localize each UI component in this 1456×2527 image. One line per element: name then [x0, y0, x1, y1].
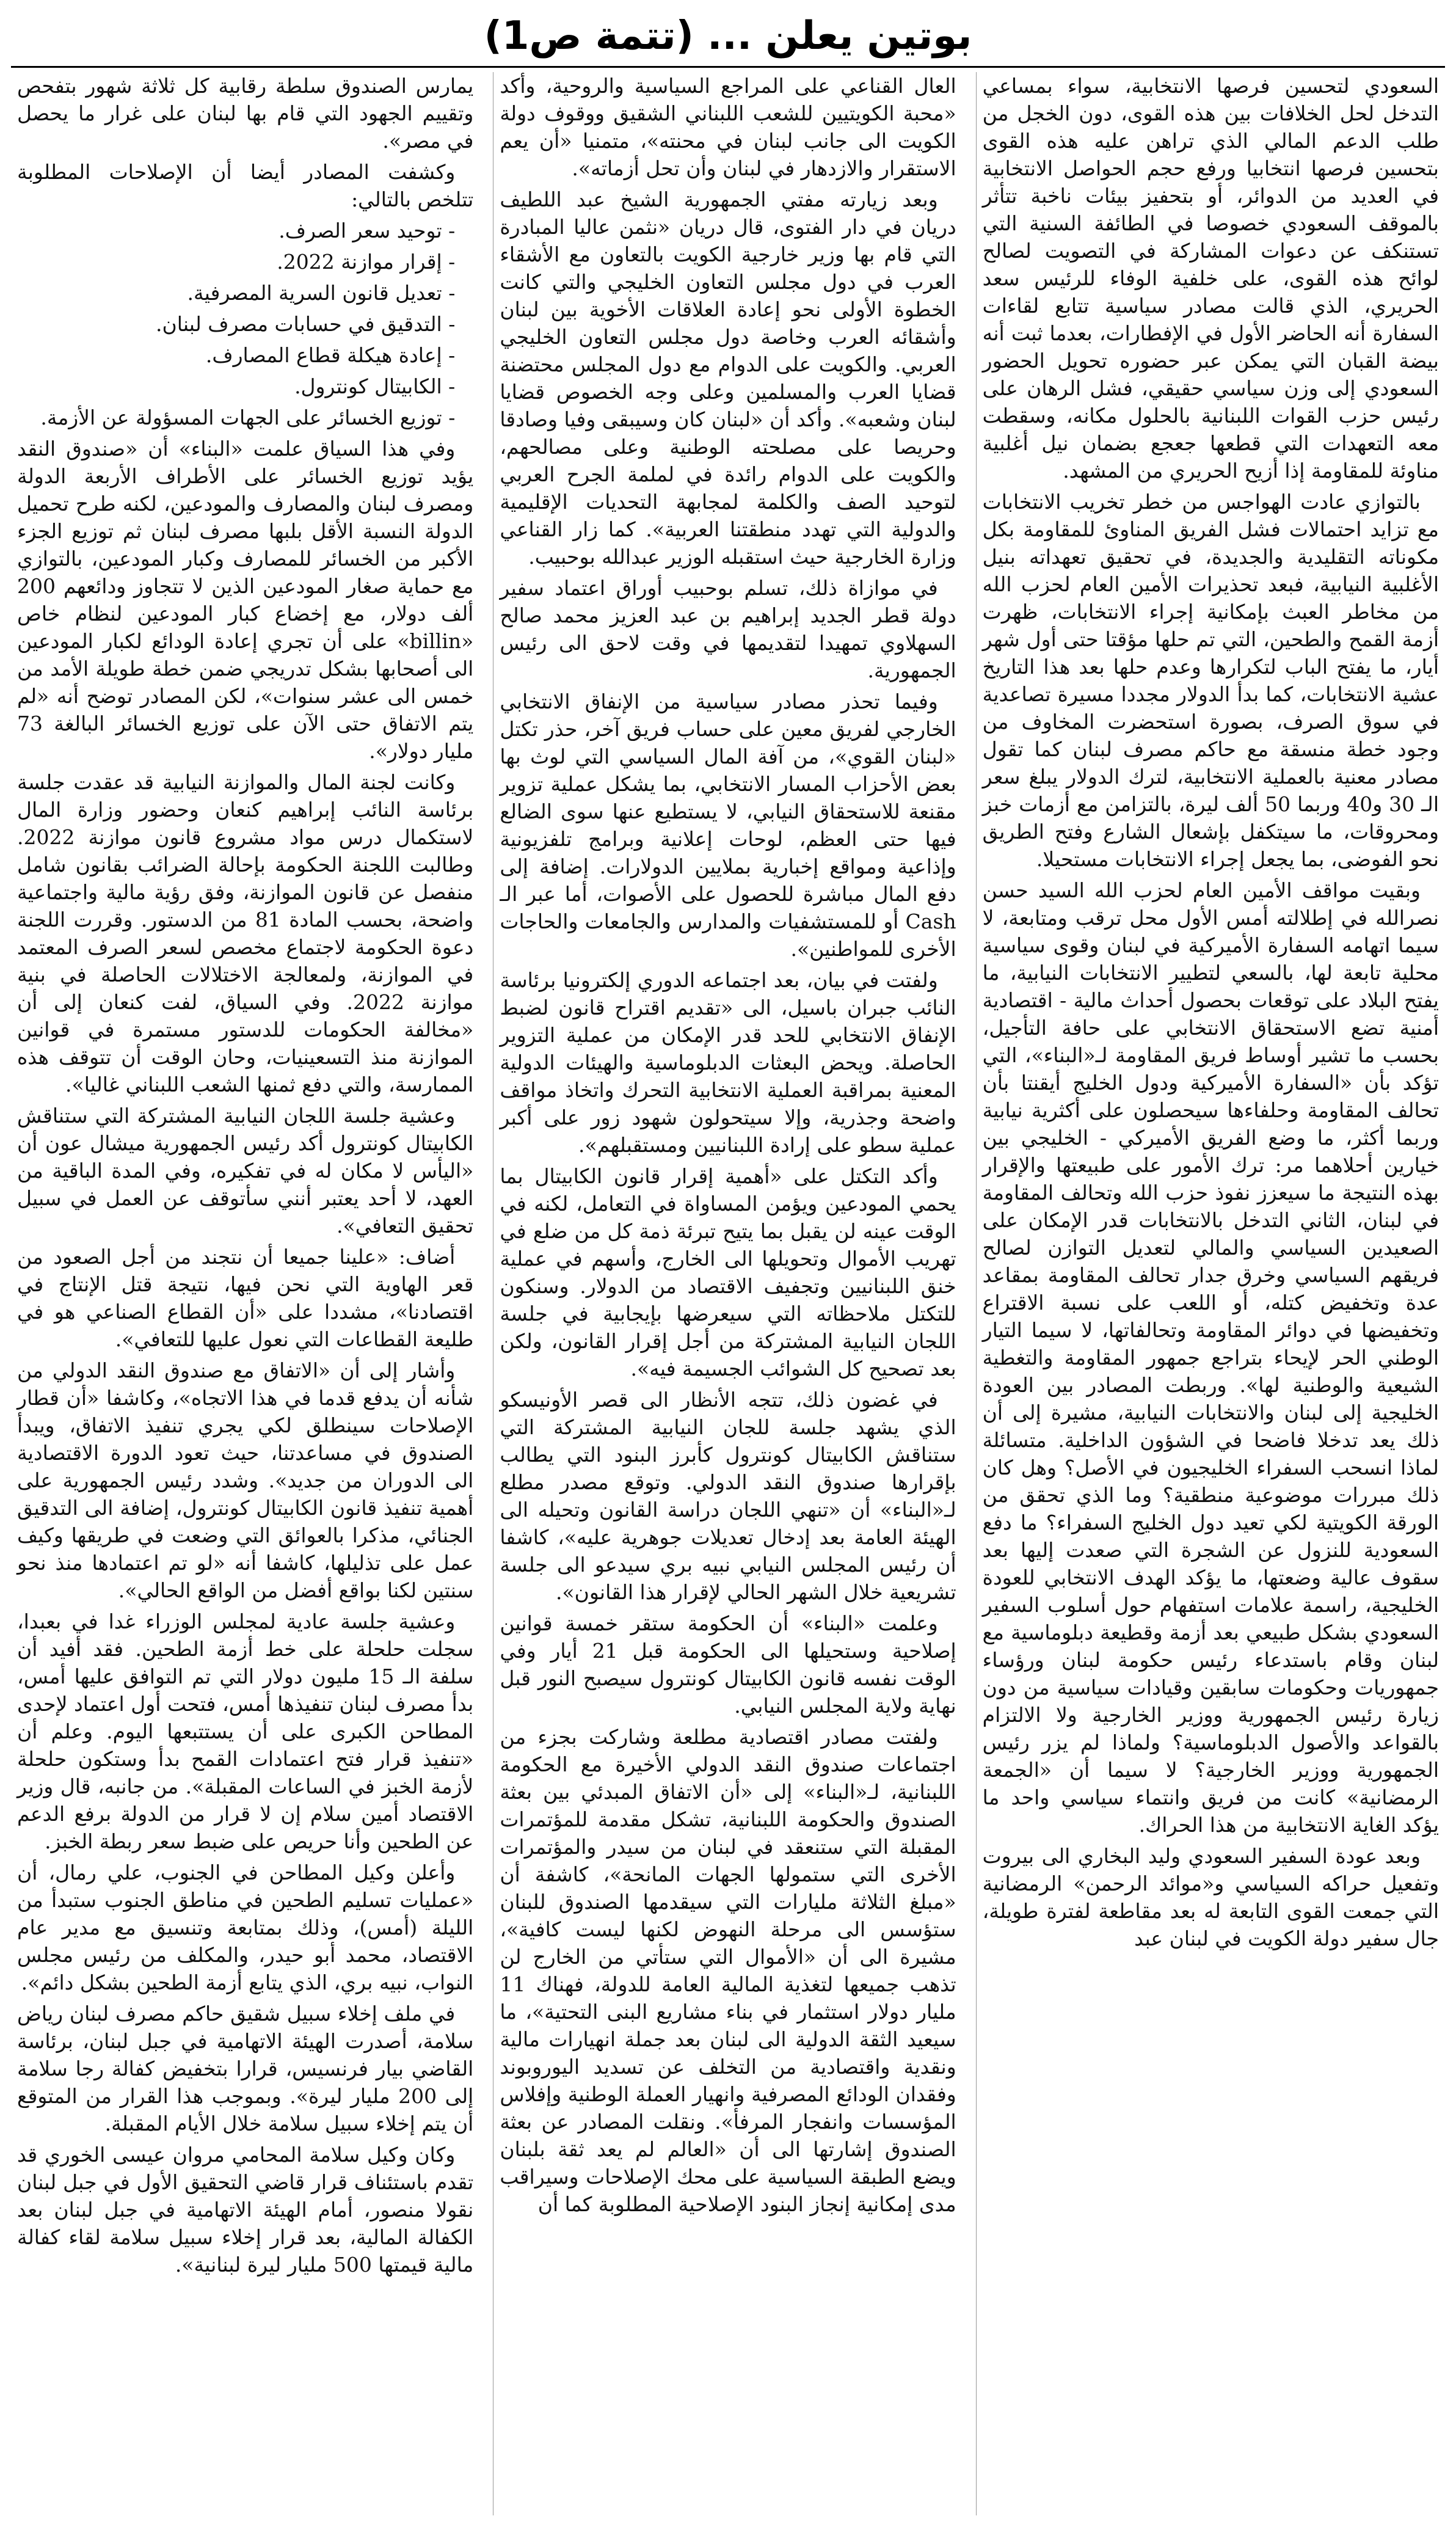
article-paragraph: السعودي لتحسين فرصها الانتخابية، سواء بمساعي التدخل لحل الخلافات بين هذه القوى، دون الخجل من طلب الدعم المالي الذي تراهن عليه هذه القوى بتحسين فرصها انتخابيا ورفع حجم الحواصل الانتخابية في العديد من الدوائر، أو بتحفيز بيئات ناخبة تتأثر بالموقف السعودي خصوصا في الطائفة السنية التي تستنكف عن دعوات المشاركة في التصويت لصالح لوائح هذه القوى، على خلفية الوفاء للرئيس سعد الحريري، الذي قالت مصادر سياسية تتابع لقاءات السفارة أنه الحاضر الأول في الإفطارات، بعدما ثبت أنه بيضة القبان التي يمكن عبر حضوره تحويل الحضور السعودي إلى وزن سياسي حقيقي، فشل الرهان على رئيس حزب القوات اللبنانية بالحلول مكانه، وسقطت معه التعهدات التي قطعها جعجع بضمان نيل أغلبية مناوئة للمقاومة إذا أزيح الحريري من المشهد.: [982, 74, 1439, 483]
article-paragraph: في موازاة ذلك، تسلم بوحبيب أوراق اعتماد سفير دولة قطر الجديد إبراهيم بن عبد العزيز محمد صالح السهلاوي تمهيدا لتقديمها في وقت لاحق الى رئيس الجمهورية.: [500, 576, 956, 682]
column-middle: [493, 72, 962, 2515]
article-paragraph: بالتوازي عادت الهواجس من خطر تخريب الانتخابات مع تزايد احتمالات فشل الفريق المناوئ للمقاومة بكل مكوناته التقليدية والجديدة، في تحقيق تعهداته بنيل الأغلبية النيابية، فبعد تحذيرات الأمين العام لحزب الله من مخاطر العبث بإمكانية إجراء الانتخابات، ظهرت أزمة القمح والطحين، التي تم حلها مؤقتا حتى أول شهر أيار، ما يفتح الباب لتكرارها وعدم حلها بعد هذا التاريخ عشية الانتخابات، كما بدأ الدولار مجددا مسيرة تصاعدية في سوق الصرف، بصورة استحضرت المخاوف من وجود خطة منسقة مع حاكم مصرف لبنان كما تقول مصادر معنية بالعملية الانتخابية، لترك الدولار يبلغ سعر الـ 30 و40 وربما 50 ألف ليرة، بالتزامن مع أزمات خبز ومحروقات، ما سيتكفل بإشعال الشارع وفتح الطريق نحو الفوضى، بما يجعل إجراء الانتخابات مستحيلا.: [982, 490, 1439, 871]
article-paragraph: وعشية جلسة اللجان النيابية المشتركة التي ستناقش الكابيتال كونترول أكد رئيس الجمهورية ميشال عون أن «اليأس لا مكان له في تفكيره، وفي المدة الباقية من العهد، لا أحد يعتبر أنني سأتوقف عن العمل في سبيل تحقيق التعافي».: [17, 1104, 474, 1238]
article-paragraph: وكانت لجنة المال والموازنة النيابية قد عقدت جلسة برئاسة النائب إبراهيم كنعان وحضور وزارة المال لاستكمال درس مواد مشروع قانون موازنة 2022. وطالبت اللجنة الحكومة بإحالة الضرائب بقانون شامل منفصل عن قانون الموازنة، وفق رؤية مالية واجتماعية واضحة، بحسب المادة 81 من الدستور. وقررت اللجنة دعوة الحكومة لاجتماع مخصص لسعر الصرف المعتمد في الموازنة، ولمعالجة الاختلالات الحاصلة في بنية موازنة 2022. وفي السياق، لفت كنعان إلى أن «مخالفة الحكومات للدستور مستمرة في قوانين الموازنة منذ التسعينيات، وحان الوقت أن تتوقف هذه الممارسة، والتي دفع ثمنها الشعب اللبناني غاليا».: [17, 770, 474, 1096]
column-left: [11, 72, 479, 2515]
article-paragraph: في ملف إخلاء سبيل شقيق حاكم مصرف لبنان رياض سلامة، أصدرت الهيئة الاتهامية في جبل لبنان، برئاسة القاضي بيار فرنسيس، قرارا بتخفيض كفالة رجا سلامة إلى 200 مليار ليرة». وبموجب هذا القرار من المتوقع أن يتم إخلاء سبيل سلامة خلال الأيام المقبلة.: [17, 2002, 474, 2135]
article-paragraph: - توحيد سعر الصرف.: [278, 219, 456, 242]
article-paragraph: في غضون ذلك، تتجه الأنظار الى قصر الأونيسكو الذي يشهد جلسة للجان النيابية المشتركة التي ستناقش الكابيتال كونترول كأبرز البنود التي يطالب بإقرارها صندوق النقد الدولي. وتوقع مصدر مطلع لـ«البناء» أن «تنهي اللجان دراسة القانون وتحيله الى الهيئة العامة بعد إدخال تعديلات جوهرية عليه»، كاشفا أن رئيس المجلس النيابي نبيه بري سيدعو الى جلسة تشريعية خلال الشهر الحالي لإقرار هذا القانون».: [500, 1388, 956, 1604]
article-paragraph: وفيما تحذر مصادر سياسية من الإنفاق الانتخابي الخارجي لفريق معين على حساب فريق آخر، حذر تكتل «لبنان القوي»، من آفة المال السياسي التي لوث بها بعض الأحزاب المسار الانتخابي، بما يشكل عملية تزوير مقنعة للاستحقاق النيابي، لا يستطيع عنها سوى الضالع فيها حتى العظم، لوحات إعلانية وبرامج تلفزيونية وإذاعية ومواقع إخبارية بملايين الدولارات. إضافة إلى دفع المال مباشرة للحصول على الأصوات، أما عبر الـ Cash أو للمستشفيات والمدارس والجامعات والحاجات الأخرى للمواطنين».: [500, 690, 956, 961]
article-paragraph: - إقرار موازنة 2022.: [277, 250, 456, 274]
article-paragraph: وكشفت المصادر أيضا أن الإصلاحات المطلوبة تتلخص بالتالي:: [17, 160, 474, 211]
article-paragraph: - توزيع الخسائر على الجهات المسؤولة عن الأزمة.: [40, 406, 456, 429]
article-paragraph: - الكابيتال كونترول.: [294, 374, 456, 398]
article-paragraph: وعلمت «البناء» أن الحكومة ستقر خمسة قوانين إصلاحية وستحيلها الى الحكومة قبل 21 أيار وفي الوقت نفسه قانون الكابيتال كونترول سيصبح النور قبل نهاية ولاية المجلس النيابي.: [500, 1611, 956, 1718]
article-paragraph: وكان وكيل سلامة المحامي مروان عيسى الخوري قد تقدم باستئناف قرار قاضي التحقيق الأول في جبل لبنان نقولا منصور، أمام الهيئة الاتهامية في جبل لبنان بعد الكفالة المالية، بعد قرار إخلاء سبيل سلامة لقاء كفالة مالية قيمتها 500 مليار ليرة لبنانية».: [17, 2143, 474, 2277]
article-paragraph: وأكد التكتل على «أهمية إقرار قانون الكابيتال بما يحمي المودعين ويؤمن المساواة في التعامل، لكنه في الوقت عينه لن يقبل بما يتيح تبرئة ذمة كل من ضلع في تهريب الأموال وتحويلها الى الخارج، وأسهم في عملية خنق اللبنانيين وتجفيف الاقتصاد من الدولار. وسنكون للتكتل ملاحظاته التي سيعرضها بإيجابية في جلسة اللجان النيابية المشتركة من أجل إقرار القانون، ولكن بعد تصحيح كل الشوائب الجسيمة فيه».: [500, 1164, 956, 1380]
article-paragraph: وبقيت مواقف الأمين العام لحزب الله السيد حسن نصرالله في إطلالته أمس الأول محل ترقب ومتابعة، لا سيما اتهامه السفارة الأميركية في لبنان وقوى سياسية محلية تابعة لها، بالسعي لتطيير الانتخابات النيابية، ما يفتح البلاد على توقعات بحصول أحداث مالية - اقتصادية أمنية تضع الاستحقاق الانتخابي على حافة التأجيل، بحسب ما تشير أوساط فريق المقاومة لـ«البناء»، التي تؤكد بأن «السفارة الأميركية ودول الخليج أيقنتا بأن تحالف المقاومة وحلفاءها سيحصلون على أكثرية نيابية وربما أكثر، ما وضع الفريق الأميركي - الخليجي بين خيارين أحلاهما مر: ترك الأمور على طبيعتها والإقرار بهذه النتيجة ما سيعزز نفوذ حزب الله وتحالف المقاومة في لبنان، الثاني التدخل بالانتخابات قدر الإمكان على الصعيدين السياسي والمالي لتعديل التوازن لصالح فريقهم السياسي وخرق جدار تحالف المقاومة بمقاعد عدة وتخفيض كتله، أو اللعب على نسبة الاقتراع وتخفيضها في دوائر المقاومة وتحالفاتها، لا سيما التيار الوطني الحر لإيحاء بتراجع جمهور المقاومة والتغطية الشيعية والوطنية لها». وربطت المصادر بين العودة الخليجية إلى لبنان والانتخابات النيابية، مشيرة إلى أن ذلك يعد تدخلا فاضحا في الشؤون الداخلية. متسائلة لماذا انسحب السفراء الخليجيون في الأصل؟ وهل كان ذلك مبررات موضوعية منطقية؟ وما الذي تحقق من الورقة الكويتية لكي تعيد دول الخليج السفراء؟ ما دفع السعودية للنزول عن الشجرة التي صعدت إليها بعد سقوف عالية وضعتها، ما يؤكد الهدف الانتخابي للعودة الخليجية، راسمة علامات استفهام حول أسلوب السفير السعودي بشكل طبيعي بعد أزمة وقطيعة دبلوماسية مع لبنان وقام باستدعاء رئيس حكومة لبنان ورؤساء جمهوريات وحكومات سابقين وقيادات سياسية من دون زيارة رئيس الجمهورية ووزير الخارجية ولا الالتزام بالقواعد والأصول الدبلوماسية؟ ولماذا لم يزر رئيس الجمهورية ووزير الخارجية؟ لا سيما أن «الجمعة الرمضانية» كانت من فريق وانتماء سياسي واحد ما يؤكد الغاية الانتخابية من هذا الحراك.: [982, 878, 1439, 1837]
article-paragraph: وبعد عودة السفير السعودي وليد البخاري الى بيروت وتفعيل حراكه السياسي و«موائد الرحمن» الرمضانية التي جمعت القوى التابعة له بعد مقاطعة لفترة طويلة، جال سفير دولة الكويت في لبنان عبد: [982, 1844, 1439, 1950]
article-paragraph: ولفتت مصادر اقتصادية مطلعة وشاركت بجزء من اجتماعات صندوق النقد الدولي الأخيرة مع الحكومة اللبنانية، لـ«البناء» إلى «أن الاتفاق المبدئي بين بعثة الصندوق والحكومة اللبنانية، تشكل مقدمة للمؤتمرات المقبلة التي ستنعقد في لبنان من سيدر والمؤتمرات الأخرى التي ستمولها الجهات المانحة»، كاشفة أن «مبلغ الثلاثة مليارات التي سيقدمها الصندوق للبنان ستؤسس الى مرحلة النهوض لكنها ليست كافية»، مشيرة الى أن «الأموال التي ستأتي من الخارج لن تذهب جميعها لتغذية المالية العامة للدولة، فهناك 11 مليار دولار استثمار في بناء مشاريع البنى التحتية»، ما سيعيد الثقة الدولية الى لبنان بعد جملة انهيارات مالية ونقدية واقتصادية من التخلف عن تسديد اليوروبوند وفقدان الودائع المصرفية وانهيار العملة الوطنية وإفلاس المؤسسات وانفجار المرفأ». ونقلت المصادر عن بعثة الصندوق إشارتها الى أن «العالم لم يعد ثقة بلبنان ويضع الطبقة السياسية على محك الإصلاحات وسيراقب مدى إمكانية إنجاز البنود الإصلاحية المطلوبة كما أن: [500, 1725, 956, 2216]
article-paragraph: وبعد زيارته مفتي الجمهورية الشيخ عبد اللطيف دريان في دار الفتوى، قال دريان «نثمن عاليا المبادرة التي قام بها وزير خارجية الكويت بالتعاون مع الأشقاء العرب في دول مجلس التعاون الخليجي والتي كانت الخطوة الأولى نحو إعادة العلاقات الأخوية بين لبنان وأشقائه العرب وخاصة دول مجلس التعاون الخليجي العربي. والكويت على الدوام مع دول المجلس محتضنة قضايا العرب والمسلمين وعلى وجه الخصوص قضايا لبنان وشعبه». وأكد أن «لبنان كان وسيبقى وفيا وصادقا وحريصا على مصلحته الوطنية وعلى مصالحهم، والكويت على الدوام رائدة في لملمة الجرح العربي لتوحيد الصف والكلمة لمجابهة التحديات الإقليمية والدولية التي تهدد منطقتنا العربية». كما زار القناعي وزارة الخارجية حيث استقبله الوزير عبدالله بوحبيب.: [500, 188, 956, 569]
article-paragraph: وفي هذا السياق علمت «البناء» أن «صندوق النقد يؤيد توزيع الخسائر على الأطراف الأربعة الدولة ومصرف لبنان والمصارف والمودعين، لكنه طرح تحميل الدولة النسبة الأقل بلبها مصرف لبنان ثم توزيع الجزء الأكبر من الخسائر للمصارف وكبار المودعين، بالتوازي مع حماية صغار المودعين الذين لا تتجاوز ودائعهم 200 ألف دولار، مع إخضاع كبار المودعين لنظام خاص «billin» على أن تجري إعادة الودائع لكبار المودعين الى أصحابها بشكل تدريجي ضمن خطة طويلة الأمد من خمس الى عشر سنوات»، لكن المصادر توضح أنه «لم يتم الاتفاق حتى الآن على توزيع الخسائر البالغة 73 مليار دولار».: [17, 437, 474, 763]
article-paragraph: - التدقيق في حسابات مصرف لبنان.: [156, 312, 456, 336]
article-paragraph: يمارس الصندوق سلطة رقابية كل ثلاثة شهور بتفحص وتقييم الجهود التي قام بها لبنان على غرار ما يحصل في مصر».: [17, 74, 474, 153]
article-paragraph: وعشية جلسة عادية لمجلس الوزراء غدا في بعبدا، سجلت حلحلة على خط أزمة الطحين. فقد أفيد أن سلفة الـ 15 مليون دولار التي تم التوافق عليها أمس، بدأ مصرف لبنان تنفيذها أمس، فتحت أول اعتماد لإحدى المطاحن الكبرى على أن يستتبعها اليوم. وعلم أن «تنفيذ قرار فتح اعتمادات القمح بدأ وستكون حلحلة لأزمة الخبز في الساعات المقبلة». من جانبه، قال وزير الاقتصاد أمين سلام إن لا قرار من الدولة برفع الدعم عن الطحين وأنا حريص على ضبط سعر ربطة الخبز.: [17, 1610, 474, 1853]
article-body: [11, 72, 1445, 2515]
column-right: [976, 72, 1445, 2515]
article-paragraph: وأعلن وكيل المطاحن في الجنوب، علي رمال، أن «عمليات تسليم الطحين في مناطق الجنوب ستبدأ من الليلة (أمس)، وذلك بمتابعة وتنسيق مع مدير عام الاقتصاد، محمد أبو حيدر، والمكلف من رئيس مجلس النواب، نبيه بري، الذي يتابع أزمة الطحين بشكل دائم».: [17, 1861, 474, 1994]
article-paragraph: - تعديل قانون السرية المصرفية.: [187, 281, 456, 305]
article-paragraph: أضاف: «علينا جميعا أن نتجند من أجل الصعود من قعر الهاوية التي نحن فيها، نتيجة قتل الإنتاج في اقتصادنا»، مشددا على «أن القطاع الصناعي هو في طليعة القطاعات التي نعول عليها للتعافي».: [17, 1245, 474, 1351]
headline-divider: [11, 66, 1445, 68]
article-paragraph: العال القناعي على المراجع السياسية والروحية، وأكد «محبة الكويتيين للشعب اللبناني الشقيق ووقوف دولة الكويت الى جانب لبنان في محنته»، متمنيا «أن يعم الاستقرار والازدهار في لبنان وأن تحل أزماته».: [500, 74, 956, 180]
article-paragraph: - إعادة هيكلة قطاع المصارف.: [205, 343, 456, 367]
article-headline: بوتين يعلن ... (تتمة ص1): [484, 13, 972, 59]
article-paragraph: ولفتت في بيان، بعد اجتماعه الدوري إلكترونيا برئاسة النائب جبران باسيل، الى «تقديم اقتراح قانون لضبط الإنفاق الانتخابي للحد قدر الإمكان من عملية التزوير الحاصلة. ويحض البعثات الدبلوماسية والهيئات الدولية المعنية بمراقبة العملية الانتخابية التحرك واتخاذ مواقف واضحة وجذرية، وإلا سيتحولون شهود زور على أكبر عملية سطو على إرادة اللبنانيين ومستقبلهم».: [500, 968, 956, 1157]
article-paragraph: وأشار إلى أن «الاتفاق مع صندوق النقد الدولي من شأنه أن يدفع قدما في هذا الاتجاه»، وكاشفا «أن قطار الإصلاحات سينطلق لكي يجري تنفيذ الاتفاق، ويبدأ الصندوق في مساعدتنا، حيث تعود الدورة الاقتصادية الى الدوران من جديد». وشدد رئيس الجمهورية على أهمية تنفيذ قانون الكابيتال كونترول، إضافة الى التدقيق الجنائي، مذكرا بالعوائق التي وضعت في طريقها وكيف عمل على تذليلها، كاشفا أنه «لو تم اعتمادها منذ نحو سنتين لكنا بواقع أفضل من الواقع الحالي».: [17, 1358, 474, 1602]
